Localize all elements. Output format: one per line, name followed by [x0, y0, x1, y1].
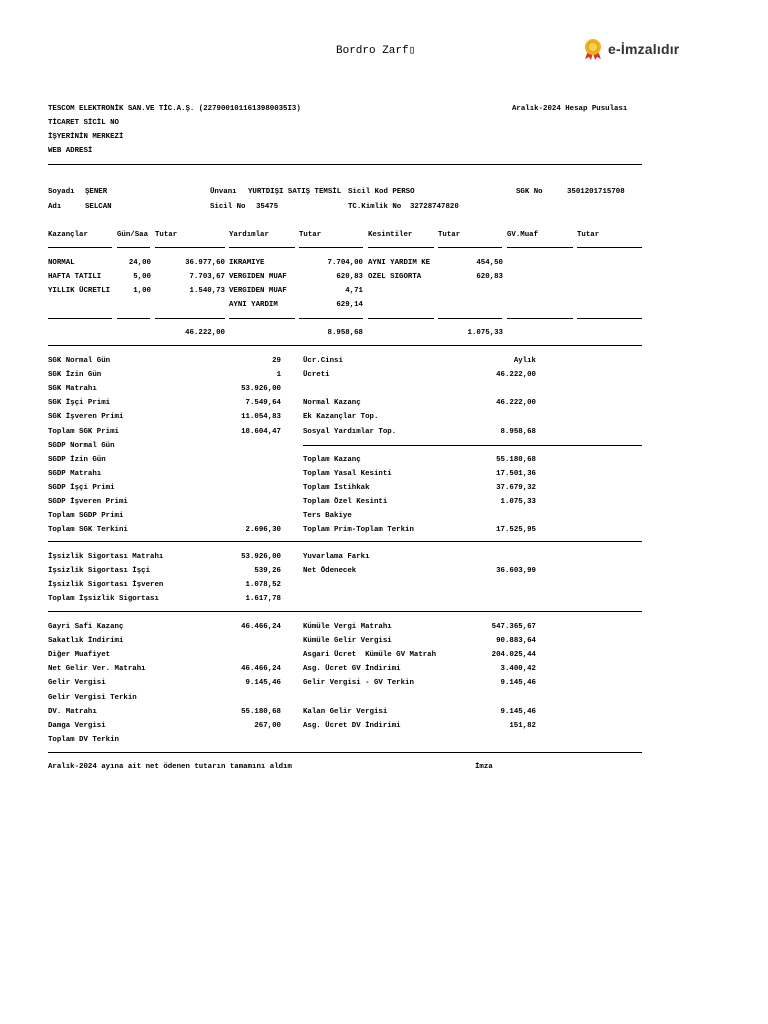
- field-value: 55.180,68: [496, 455, 536, 464]
- benefit-name: VERGIDEN MUAF: [229, 287, 287, 295]
- field-label: Damga Vergisi: [48, 721, 106, 730]
- field-value: 1: [276, 371, 281, 380]
- column-underline: [299, 318, 363, 319]
- benefit-name: VERGIDEN MUAF: [229, 273, 287, 281]
- column-underline: [577, 318, 642, 319]
- total-kesinti: 1.075,33: [467, 329, 503, 337]
- name-value: SELCAN: [85, 203, 112, 211]
- deduction-name: OZEL SIGORTA: [368, 273, 422, 281]
- col-gvmuaf: GV.Muaf: [507, 231, 539, 239]
- earning-name: NORMAL: [48, 259, 75, 267]
- field-label: Net Gelir Ver. Matrahı: [48, 665, 146, 674]
- signature-label: İmza: [475, 763, 493, 771]
- deduction-name: AYNI YARDIM KE: [368, 259, 431, 267]
- field-value: 1.617,78: [245, 595, 281, 603]
- field-label: SGK İşçi Primi: [48, 399, 111, 408]
- field-label: SGDP İzin Gün: [48, 455, 106, 464]
- field-label: Yuvarlama Farkı: [303, 553, 370, 561]
- benefit-amount: 4,71: [345, 287, 363, 295]
- field-label: SGDP Normal Gün: [48, 441, 115, 450]
- field-value: 151,82: [509, 721, 536, 730]
- sgk-no-label: SGK No: [516, 188, 543, 196]
- field-label: Toplam İşsizlik Sigortası: [48, 595, 159, 603]
- field-label: Toplam Özel Kesinti: [303, 498, 388, 506]
- field-label: Toplam İstihkak: [303, 483, 370, 492]
- earning-days: 5,00: [133, 273, 151, 281]
- field-label: Toplam Yasal Kesinti: [303, 469, 392, 478]
- field-value: 204.025,44: [491, 651, 536, 660]
- column-underline: [155, 318, 225, 319]
- field-label: SGDP İşçi Primi: [48, 483, 115, 492]
- field-value: 53.926,00: [241, 553, 281, 561]
- field-label: SGDP İşveren Primi: [48, 498, 128, 506]
- column-underline: [48, 247, 112, 248]
- field-value: 8.958,68: [500, 427, 536, 436]
- deduction-amount: 454,50: [476, 259, 503, 267]
- field-label: Normal Kazanç: [303, 399, 361, 408]
- field-label: Toplam SGK Primi: [48, 427, 119, 436]
- field-value: 9.145,46: [500, 679, 536, 688]
- divider: [48, 164, 642, 165]
- earning-name: HAFTA TATILI: [48, 273, 102, 281]
- earning-name: YILLIK ÜCRETLI: [48, 287, 111, 295]
- field-value: 36.603,99: [496, 567, 536, 575]
- field-value: 46.222,00: [496, 399, 536, 408]
- field-label: Asg. Ücret DV İndirimi: [303, 721, 401, 730]
- field-label: Toplam SGDP Primi: [48, 512, 124, 521]
- field-label: Toplam Kazanç: [303, 455, 361, 464]
- field-value: 90.883,64: [496, 637, 536, 646]
- field-label: Sosyal Yardımlar Top.: [303, 427, 397, 436]
- field-value: 29: [272, 357, 281, 365]
- field-label: İşsizlik Sigortası İşçi: [48, 567, 151, 575]
- field-value: 3.400,42: [500, 665, 536, 674]
- field-value: 17.501,36: [496, 469, 536, 478]
- col-kazanclar: Kazançlar: [48, 231, 88, 239]
- field-label: Ek Kazançlar Top.: [303, 413, 379, 422]
- field-label: Net Ödenecek: [303, 567, 357, 575]
- company-name: TESCOM ELEKTRONİK SAN.VE TİC.A.Ş. (2279001011613980035I3): [48, 105, 301, 113]
- field-value: 53.926,00: [241, 385, 281, 394]
- field-label: Kalan Gelir Vergisi: [303, 707, 388, 716]
- title-label: Ünvanı: [210, 188, 237, 196]
- field-label: Toplam DV Terkin: [48, 735, 119, 744]
- col-tutar-1: Tutar: [155, 231, 178, 239]
- column-underline: [368, 318, 434, 319]
- hq-label: İŞYERİNİN MERKEZİ: [48, 133, 124, 141]
- field-value: 2.696,30: [245, 526, 281, 535]
- field-value: 18.604,47: [241, 427, 281, 436]
- field-label: SGK İzin Gün: [48, 371, 102, 380]
- col-tutar-2: Tutar: [299, 231, 322, 239]
- col-tutar-3: Tutar: [438, 231, 461, 239]
- tc-value: 32728747820: [410, 203, 459, 211]
- surname-label: Soyadı: [48, 188, 75, 196]
- field-value: 9.145,46: [245, 679, 281, 688]
- benefit-amount: 629,14: [336, 301, 363, 309]
- sicil-no-label: Sicil No: [210, 203, 246, 211]
- col-tutar-4: Tutar: [577, 231, 600, 239]
- field-label: Gayri Safi Kazanç: [48, 623, 124, 631]
- field-label: Diğer Muafiyet: [48, 651, 111, 660]
- receipt-statement: Aralık-2024 ayına ait net ödenen tutarın tamamını aldım: [48, 763, 292, 771]
- earning-amount: 7.703,67: [189, 273, 225, 281]
- column-underline: [229, 318, 295, 319]
- field-value: 539,26: [254, 567, 281, 575]
- benefit-name: AYNI YARDIM: [229, 301, 278, 309]
- benefit-amount: 620,83: [336, 273, 363, 281]
- column-underline: [48, 318, 112, 319]
- field-label: Kümüle Vergi Matrahı: [303, 623, 392, 631]
- field-label: Toplam SGK Terkini: [48, 526, 128, 535]
- col-yardimlar: Yardımlar: [229, 231, 269, 239]
- e-imzalidir-logo: [582, 38, 679, 60]
- field-label: Asgari Ücret Kümüle GV Matrah: [303, 651, 437, 660]
- field-label: Ücr.Cinsi: [303, 357, 343, 365]
- divider: [48, 345, 642, 346]
- field-label: İşsizlik Sigortası Matrahı: [48, 553, 164, 561]
- total-yardim: 8.958,68: [327, 329, 363, 337]
- column-underline: [507, 318, 573, 319]
- field-label: SGK Matrahı: [48, 385, 97, 394]
- tc-label: TC.Kimlik No: [348, 203, 402, 211]
- field-label: Asg. Ücret GV İndirimi: [303, 665, 401, 674]
- column-underline: [117, 247, 150, 248]
- total-kazanc: 46.222,00: [185, 329, 225, 337]
- column-underline: [577, 247, 642, 248]
- column-underline: [368, 247, 434, 248]
- field-value: 9.145,46: [500, 707, 536, 716]
- field-value: 46.466,24: [241, 623, 281, 631]
- rosette-badge-icon: [582, 38, 604, 60]
- field-value: 7.549,64: [245, 399, 281, 408]
- deduction-amount: 620,83: [476, 273, 503, 281]
- earning-amount: 1.540,73: [189, 287, 225, 295]
- sgk-no-value: 3501201715708: [567, 188, 625, 196]
- field-label: Kümüle Gelir Vergisi: [303, 637, 392, 646]
- column-underline: [438, 247, 502, 248]
- benefit-name: IKRAMIYE: [229, 259, 265, 267]
- column-underline: [299, 247, 363, 248]
- divider: [48, 611, 642, 612]
- sicil-no-value: 35475: [256, 203, 279, 211]
- column-underline: [117, 318, 150, 319]
- field-label: Ters Bakiye: [303, 512, 352, 521]
- earning-amount: 36.977,60: [185, 259, 225, 267]
- field-label: Gelir Vergisi Terkin: [48, 693, 137, 702]
- field-label: Sakatlık İndirimi: [48, 637, 124, 646]
- earning-days: 24,00: [128, 259, 151, 267]
- field-value: 1.078,52: [245, 581, 281, 589]
- col-kesintiler: Kesintiler: [368, 231, 413, 239]
- field-value: 17.525,95: [496, 526, 536, 535]
- field-label: SGK İşveren Primi: [48, 413, 124, 422]
- field-label: Toplam Prim-Toplam Terkin: [303, 526, 414, 535]
- document-title: Bordro Zarf▯: [336, 45, 416, 57]
- column-underline: [438, 318, 502, 319]
- surname-value: ŞENER: [85, 188, 108, 196]
- field-label: Gelir Vergisi - GV Terkin: [303, 679, 414, 688]
- field-value: 46.222,00: [496, 371, 536, 380]
- field-value: 1.075,33: [500, 498, 536, 506]
- title-value: YURTDIŞI SATIŞ TEMSİL: [248, 188, 342, 196]
- field-label: Gelir Vergisi: [48, 679, 106, 688]
- period-label: Aralık-2024 Hesap Pusulası: [512, 105, 628, 113]
- earning-days: 1,00: [133, 287, 151, 295]
- divider: [303, 445, 642, 446]
- field-value: 46.466,24: [241, 665, 281, 674]
- field-value: 37.679,32: [496, 483, 536, 492]
- trade-registry-label: TİCARET SİCİL NO: [48, 119, 119, 127]
- field-value: Aylık: [513, 357, 536, 365]
- field-label: DV. Matrahı: [48, 707, 97, 716]
- logo-text: e-İmzalıdır: [608, 41, 680, 57]
- field-value: 267,00: [254, 721, 281, 730]
- column-underline: [229, 247, 295, 248]
- web-label: WEB ADRESİ: [48, 147, 93, 155]
- divider: [48, 752, 642, 753]
- benefit-amount: 7.704,00: [327, 259, 363, 267]
- field-value: 11.054,83: [241, 413, 281, 422]
- field-label: SGDP Matrahı: [48, 469, 102, 478]
- col-gunsaa: Gün/Saa: [117, 231, 149, 239]
- field-value: 547.365,67: [491, 623, 536, 631]
- field-label: İşsizlik Sigortası İşveren: [48, 581, 164, 589]
- name-label: Adı: [48, 203, 62, 211]
- divider: [48, 541, 642, 542]
- column-underline: [507, 247, 573, 248]
- sicil-kod: Sicil Kod PERSO: [348, 188, 415, 196]
- field-value: 55.180,68: [241, 707, 281, 716]
- column-underline: [155, 247, 225, 248]
- field-label: SGK Normal Gün: [48, 357, 111, 365]
- field-label: Ücreti: [303, 371, 330, 380]
